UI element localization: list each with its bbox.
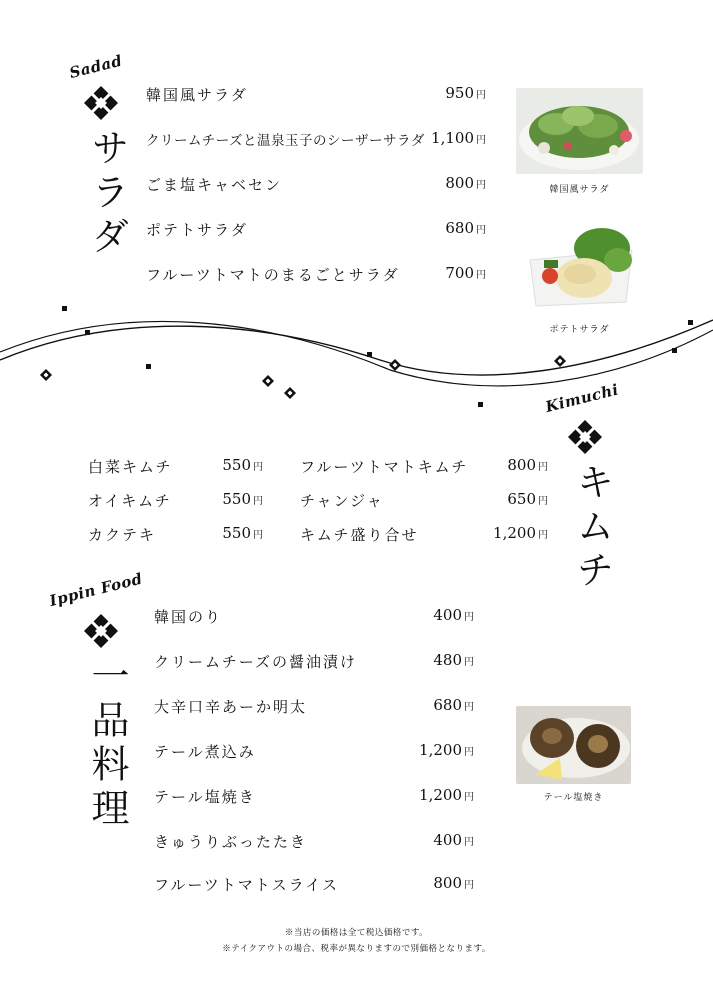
salad-diamond-icon: [84, 86, 118, 124]
decorative-dot: [146, 364, 151, 369]
menu-item-name: クリームチーズと温泉玉子のシーザーサラダ: [146, 133, 425, 149]
menu-item-price: 650 円: [507, 490, 548, 508]
menu-item-name: 韓国風サラダ: [146, 86, 248, 104]
menu-item-name: フルーツトマトキムチ: [300, 458, 469, 476]
oxtail-grill-photo: [516, 706, 631, 784]
decorative-dot: [85, 330, 90, 335]
menu-item-name: 大辛口辛あーか明太: [154, 698, 308, 716]
menu-item-price: 1,200 円: [419, 741, 474, 759]
small-diamond-icon: [389, 356, 401, 375]
menu-item-name: カクテキ: [88, 526, 157, 544]
menu-item-name: キムチ盛り合せ: [300, 526, 419, 544]
menu-item-price: 1,100 円: [431, 129, 486, 147]
korean-salad-photo: [516, 88, 643, 174]
menu-item-name: 韓国のり: [154, 608, 223, 626]
small-diamond-icon: [554, 352, 566, 371]
menu-item-name: フルーツトマトのまるごとサラダ: [146, 266, 400, 284]
menu-item-price: 800 円: [433, 874, 474, 892]
kimchi-title: キムチ: [570, 462, 614, 594]
ippin-script-label: Ippin Food: [47, 569, 145, 610]
menu-item-price: 1,200 円: [493, 524, 548, 542]
tax-note: ※当店の価格は全て税込価格です。: [284, 928, 429, 938]
menu-item-name: きゅうりぶったたき: [154, 833, 308, 851]
menu-item-price: 550 円: [222, 524, 263, 542]
menu-item-name: テール塩焼き: [154, 788, 256, 806]
decorative-dot: [367, 352, 372, 357]
menu-item-name: テール煮込み: [154, 743, 256, 761]
menu-item-name: チャンジャ: [300, 492, 384, 510]
small-diamond-icon: [284, 384, 296, 403]
small-diamond-icon: [262, 372, 274, 391]
menu-item-price: 550 円: [222, 490, 263, 508]
takeout-note: ※テイクアウトの場合、税率が異なりますので別価格となります。: [222, 944, 491, 954]
menu-item-price: 800 円: [507, 456, 548, 474]
ippin-title: 一品料理: [85, 656, 129, 832]
menu-item-price: 950 円: [445, 84, 486, 102]
decorative-dot: [688, 320, 693, 325]
menu-item-price: 550 円: [222, 456, 263, 474]
menu-item-name: オイキムチ: [88, 492, 172, 510]
menu-item-name: 白菜キムチ: [88, 458, 173, 476]
menu-item-price: 480 円: [433, 651, 474, 669]
decorative-dot: [478, 402, 483, 407]
menu-item-price: 680 円: [445, 219, 486, 237]
photo-caption: ポテトサラダ: [549, 325, 610, 335]
photo-caption: テール塩焼き: [543, 793, 604, 803]
ippin-diamond-icon: [84, 614, 118, 652]
menu-item-price: 800 円: [445, 174, 486, 192]
menu-item-name: ポテトサラダ: [146, 221, 248, 239]
salad-title: サラダ: [85, 128, 129, 260]
menu-item-price: 400 円: [433, 831, 474, 849]
menu-item-price: 400 円: [433, 606, 474, 624]
small-diamond-icon: [40, 366, 52, 385]
kimchi-script-label: Kimuchi: [543, 380, 621, 416]
salad-script-label: Sadad: [67, 51, 125, 82]
decorative-dot: [672, 348, 677, 353]
decorative-dot: [62, 306, 67, 311]
wave-divider: [0, 300, 713, 420]
photo-caption: 韓国風サラダ: [549, 185, 610, 195]
menu-item-price: 1,200 円: [419, 786, 474, 804]
menu-item-price: 700 円: [445, 264, 486, 282]
menu-item-name: フルーツトマトスライス: [154, 876, 340, 894]
menu-item-name: ごま塩キャベセン: [146, 176, 283, 194]
menu-item-name: クリームチーズの醤油漬け: [154, 653, 357, 671]
kimchi-diamond-icon: [568, 420, 602, 458]
menu-item-price: 680 円: [433, 696, 474, 714]
